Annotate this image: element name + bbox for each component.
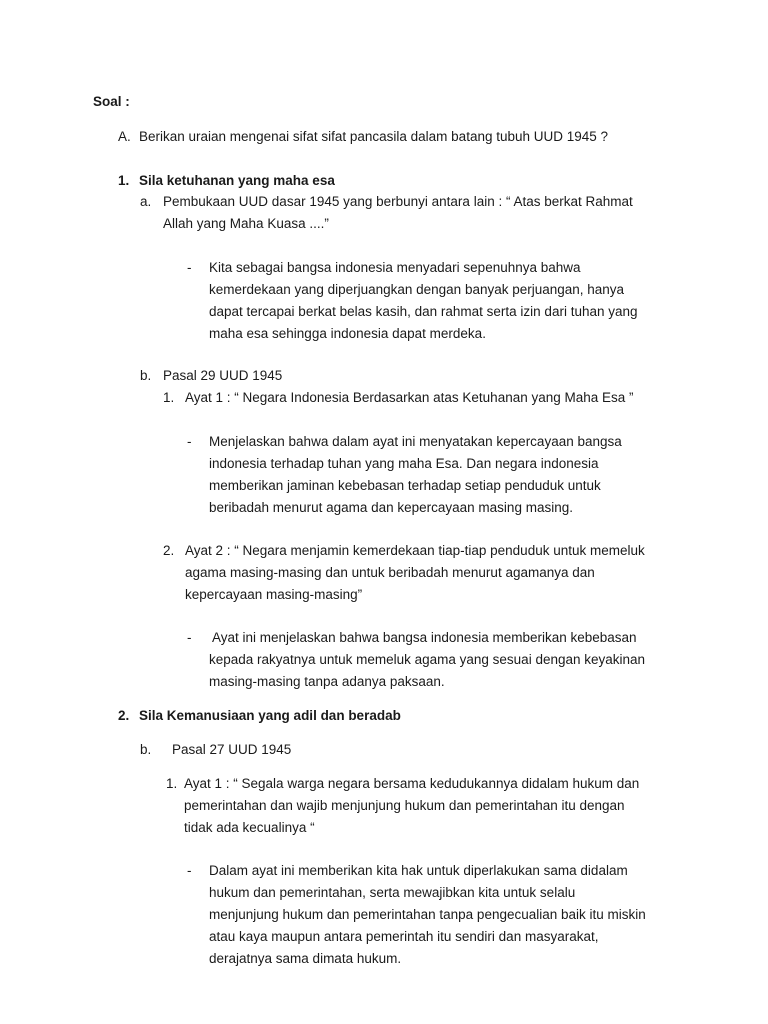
explanation-line: Dalam ayat ini memberikan kita hak untuk diperlakukan sama didalam [209,863,628,878]
section1-marker: 1. [118,173,130,188]
explanation-line: kepada rakyatnya untuk memeluk agama yang sesuai dengan keyakinan [209,652,646,667]
explanation-line: beribadah menurut agama dan kepercayaan masing masing. [209,500,573,515]
ayat2-line: kepercayaan masing-masing” [185,587,363,602]
explanation-line: menjunjung hukum dan pemerintahan tanpa pengecualian baik itu miskin [209,907,646,922]
section1-title: Sila ketuhanan yang maha esa [139,173,335,188]
section1-item-b-title: Pasal 29 UUD 1945 [163,368,283,383]
explanation-line: Kita sebagai bangsa indonesia menyadari sepenuhnya bahwa [209,260,581,275]
section2-ayat1-line: tidak ada kecualinya “ [184,820,315,835]
section2-ayat1-line: Ayat 1 : “ Segala warga negara bersama kedudukannya didalam hukum dan [184,776,640,791]
explanation-line: Ayat ini menjelaskan bahwa bangsa indonesia memberikan kebebasan [209,630,637,645]
explanation-line: derajatnya sama dimata hukum. [209,951,402,966]
bullet-dash: - [187,434,192,449]
explanation-line: kemerdekaan yang diperjuangkan dengan banyak perjuangan, hanya [209,282,625,297]
explanation-line: dapat tercapai berkat belas kasih, dan rahmat serta izin dari tuhan yang [209,304,638,319]
bullet-dash: - [187,863,192,878]
ayat2-line: Ayat 2 : “ Negara menjamin kemerdekaan tiap-tiap penduduk untuk memeluk [185,543,645,558]
explanation-line: atau kaya maupun antara pemerintah itu sendiri dan masyarakat, [209,929,599,944]
section1-item-a-line: Allah yang Maha Kuasa ....” [163,216,329,231]
section2-marker: 2. [118,708,130,723]
ayat2-line: agama masing-masing dan untuk beribadah menurut agamanya dan [185,565,595,580]
bullet-dash: - [187,260,192,275]
heading: Soal : [93,94,130,109]
question-text: Berikan uraian mengenai sifat sifat pancasila dalam batang tubuh UUD 1945 ? [139,129,609,144]
ayat1-marker: 1. [163,390,175,405]
section2-item-b-title: Pasal 27 UUD 1945 [172,742,292,757]
explanation-line: memberikan jaminan kebebasan terhadap setiap penduduk untuk [209,478,601,493]
section2-item-b-marker: b. [140,742,152,757]
ayat2-marker: 2. [163,543,175,558]
section1-item-a-marker: a. [140,194,152,209]
bullet-dash: - [187,630,192,645]
section1-item-a-line: Pembukaan UUD dasar 1945 yang berbunyi antara lain : “ Atas berkat Rahmat [163,194,633,209]
section1-item-b-marker: b. [140,368,152,383]
explanation-line: masing-masing tanpa adanya paksaan. [209,674,445,689]
explanation-line: hukum dan pemerintahan, serta mewajibkan kita untuk selalu [209,885,576,900]
explanation-line: maha esa sehingga indonesia dapat merdeka. [209,326,486,341]
explanation-line: Menjelaskan bahwa dalam ayat ini menyatakan kepercayaan bangsa [209,434,622,449]
section2-ayat1-marker: 1. [166,776,178,791]
section2-ayat1-line: pemerintahan dan wajib menjunjung hukum dan pemerintahan itu dengan [184,798,625,813]
ayat1-text: Ayat 1 : “ Negara Indonesia Berdasarkan atas Ketuhanan yang Maha Esa ” [185,390,634,405]
section2-title: Sila Kemanusiaan yang adil dan beradab [139,708,401,723]
explanation-line: indonesia terhadap tuhan yang maha Esa. Dan negara indonesia [209,456,599,471]
question-marker: A. [118,129,131,144]
